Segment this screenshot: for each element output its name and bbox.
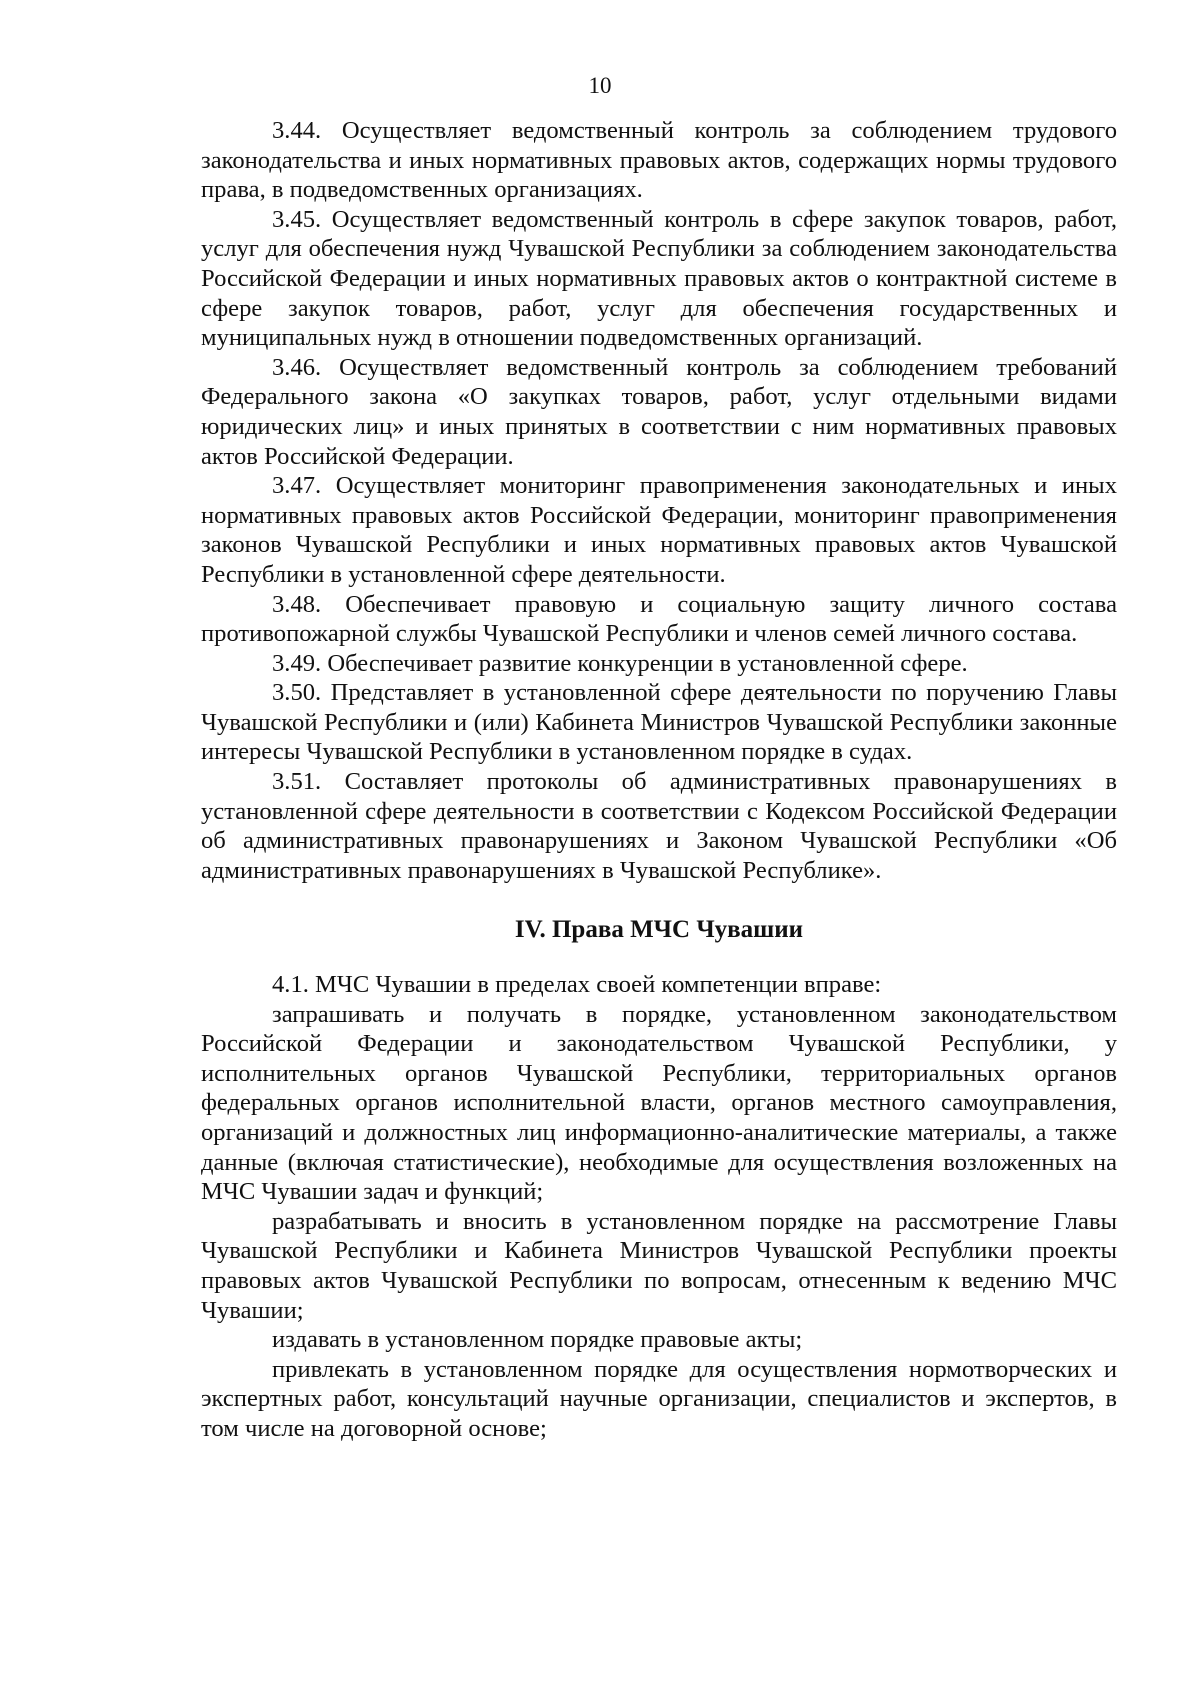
paragraph-right-involve: привлекать в установленном порядке для осуществления нормотворческих и экспертных работ, консультаций научные организации, специалистов и экспертов, в том числе на договорной основе; <box>201 1355 1117 1442</box>
paragraph-3-44: 3.44. Осуществляет ведомственный контроль за соблюдением трудового законодательства и иных нормативных правовых актов, содержащих нормы трудового права, в подведомственных организациях. <box>201 117 1117 204</box>
paragraph-right-request: запрашивать и получать в порядке, установленном законодательством Российской Федерации и законодательством Чувашской Республики, у исполнительных органов Чувашской Республики, территориальных органов федеральных органов исполнительной власти, органов местного самоуправления, организаций и должностных лиц информационно-аналитические материалы, а также данные (включая статистические), необходимые для осуществления возложенных на МЧС Чувашии задач и функций; <box>201 1000 1117 1206</box>
paragraph-3-46: 3.46. Осуществляет ведомственный контроль за соблюдением требований Федерального закона «О закупках товаров, работ, услуг отдельными видами юридических лиц» и иных принятых в соответствии с ним нормативных правовых актов Российской Федерации. <box>201 353 1117 470</box>
paragraph-3-51: 3.51. Составляет протоколы об административных правонарушениях в установленной сфере деятельности в соответствии с Кодексом Российской Федерации об административных правонарушениях и Законом Чувашской Республики «Об административных правонарушениях в Чувашской Республике». <box>201 768 1117 884</box>
paragraph-3-48: 3.48. Обеспечивает правовую и социальную защиту личного состава противопожарной службы Чувашской Республики и членов семей личного состава. <box>201 590 1117 648</box>
paragraph-right-publish: издавать в установленном порядке правовые акты; <box>272 1326 803 1354</box>
paragraph-3-50: 3.50. Представляет в установленной сфере деятельности по поручению Главы Чувашской Республики и (или) Кабинета Министров Чувашской Республики законные интересы Чувашской Республики в установленном порядке в судах. <box>201 679 1117 766</box>
paragraph-3-47: 3.47. Осуществляет мониторинг правоприменения законодательных и иных нормативных правовых актов Российской Федерации, мониторинг правоприменения законов Чувашской Республики и иных нормативных правовых актов Чувашской Республики в установленной сфере деятельности. <box>201 472 1117 588</box>
paragraph-right-develop: разрабатывать и вносить в установленном порядке на рассмотрение Главы Чувашской Республики и Кабинета Министров Чувашской Республики проекты правовых актов Чувашской Республики по вопросам, отнесенным к ведению МЧС Чувашии; <box>201 1207 1117 1324</box>
page-number: 10 <box>588 73 612 98</box>
document-body <box>201 116 1117 1444</box>
section-heading: IV. Права МЧС Чувашии <box>514 916 804 944</box>
paragraph-3-45: 3.45. Осуществляет ведомственный контроль в сфере закупок товаров, работ, услуг для обеспечения нужд Чувашской Республики за соблюдением законодательства Российской Федерации и иных нормативных правовых актов о контрактной системе в сфере закупок товаров, работ, услуг для обеспечения государственных и муниципальных нужд в отношении подведомственных организаций. <box>201 205 1117 352</box>
paragraph-4-1: 4.1. МЧС Чувашии в пределах своей компетенции вправе: <box>272 971 882 999</box>
paragraph-3-49: 3.49. Обеспечивает развитие конкуренции в установленной сфере. <box>272 649 968 677</box>
